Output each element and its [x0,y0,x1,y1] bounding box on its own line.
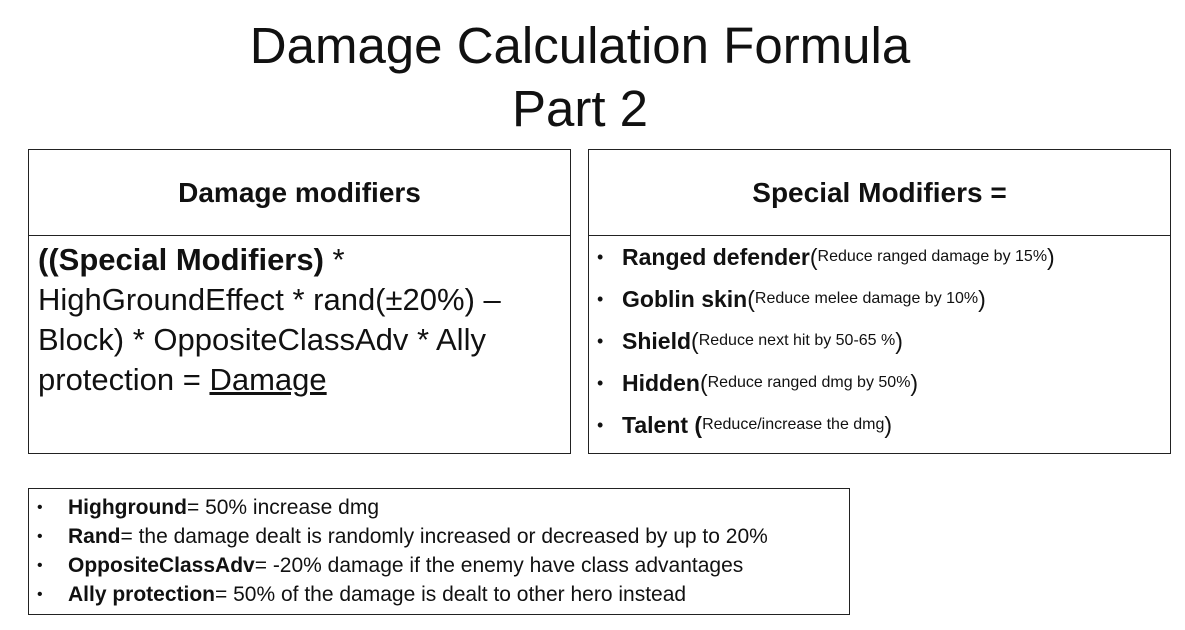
modifier-name: Talent ( [622,411,703,438]
definition-term: Rand [68,524,121,548]
bullet-icon: • [597,288,604,309]
paren-open: ( [691,327,699,354]
formula-body: * HighGroundEffect * rand(±20%) – Block) * OppositeClassAdv * Ally protection = [38,242,501,397]
damage-modifiers-heading: Damage modifiers [29,150,570,236]
definition-term: OppositeClassAdv [68,553,255,577]
list-item [597,278,1170,320]
bullet-icon: • [597,330,604,351]
paren-close: ) [978,285,986,312]
modifier-note: Reduce ranged dmg by 50% [707,374,911,391]
definition-desc: = -20% damage if the enemy have class advantages [254,553,744,577]
paren-close: ) [895,327,903,354]
list-item [597,320,1170,362]
bullet-icon: • [597,414,604,435]
special-modifiers-heading: Special Modifiers = [589,150,1170,236]
formula-result: Damage [209,362,327,397]
modifier-note: Reduce ranged damage by 15% [817,248,1048,265]
bullet-icon: • [37,498,43,516]
list-item [597,236,1170,278]
bullet-icon: • [37,556,43,574]
modifier-note: Reduce next hit by 50-65 % [698,332,896,349]
list-item [37,493,849,522]
definition-desc: = 50% of the damage is dealt to other hero instead [215,582,687,606]
paren-close: ) [884,411,893,438]
definitions-list [29,489,849,609]
list-item [597,404,1170,446]
title-line-2: Part 2 [511,80,649,137]
modifier-name: Hidden [622,369,700,396]
list-item [37,551,849,580]
paren-open: ( [699,369,708,396]
list-item [37,522,849,551]
bullet-icon: • [37,585,43,603]
definition-term: Ally protection [68,582,216,606]
damage-modifiers-panel [28,149,571,454]
modifier-name: Ranged defender [622,243,810,270]
damage-formula [29,236,570,400]
modifier-note: Reduce/increase the dmg [702,416,885,433]
paren-open: ( [747,285,755,312]
definition-desc: = 50% increase dmg [186,495,379,519]
list-item [597,362,1170,404]
paren-open: ( [809,243,818,270]
title-line-1: Damage Calculation Formula [249,17,911,74]
definition-term: Highground [68,495,187,519]
definition-desc: = the damage dealt is randomly increased or decreased by up to 20% [120,524,768,548]
page-title [0,14,1160,140]
paren-close: ) [1047,243,1055,270]
list-item [37,580,849,609]
modifier-note: Reduce melee damage by 10% [754,290,979,307]
bullet-icon: • [597,246,604,267]
bullet-icon: • [37,527,43,545]
bullet-icon: • [597,372,604,393]
modifier-name: Shield [622,327,692,354]
paren-close: ) [910,369,919,396]
special-modifiers-panel [588,149,1171,454]
special-modifiers-list [589,236,1170,446]
modifier-name: Goblin skin [622,285,748,312]
definitions-panel [28,488,850,615]
formula-special-modifiers: ((Special Modifiers) [38,242,324,277]
